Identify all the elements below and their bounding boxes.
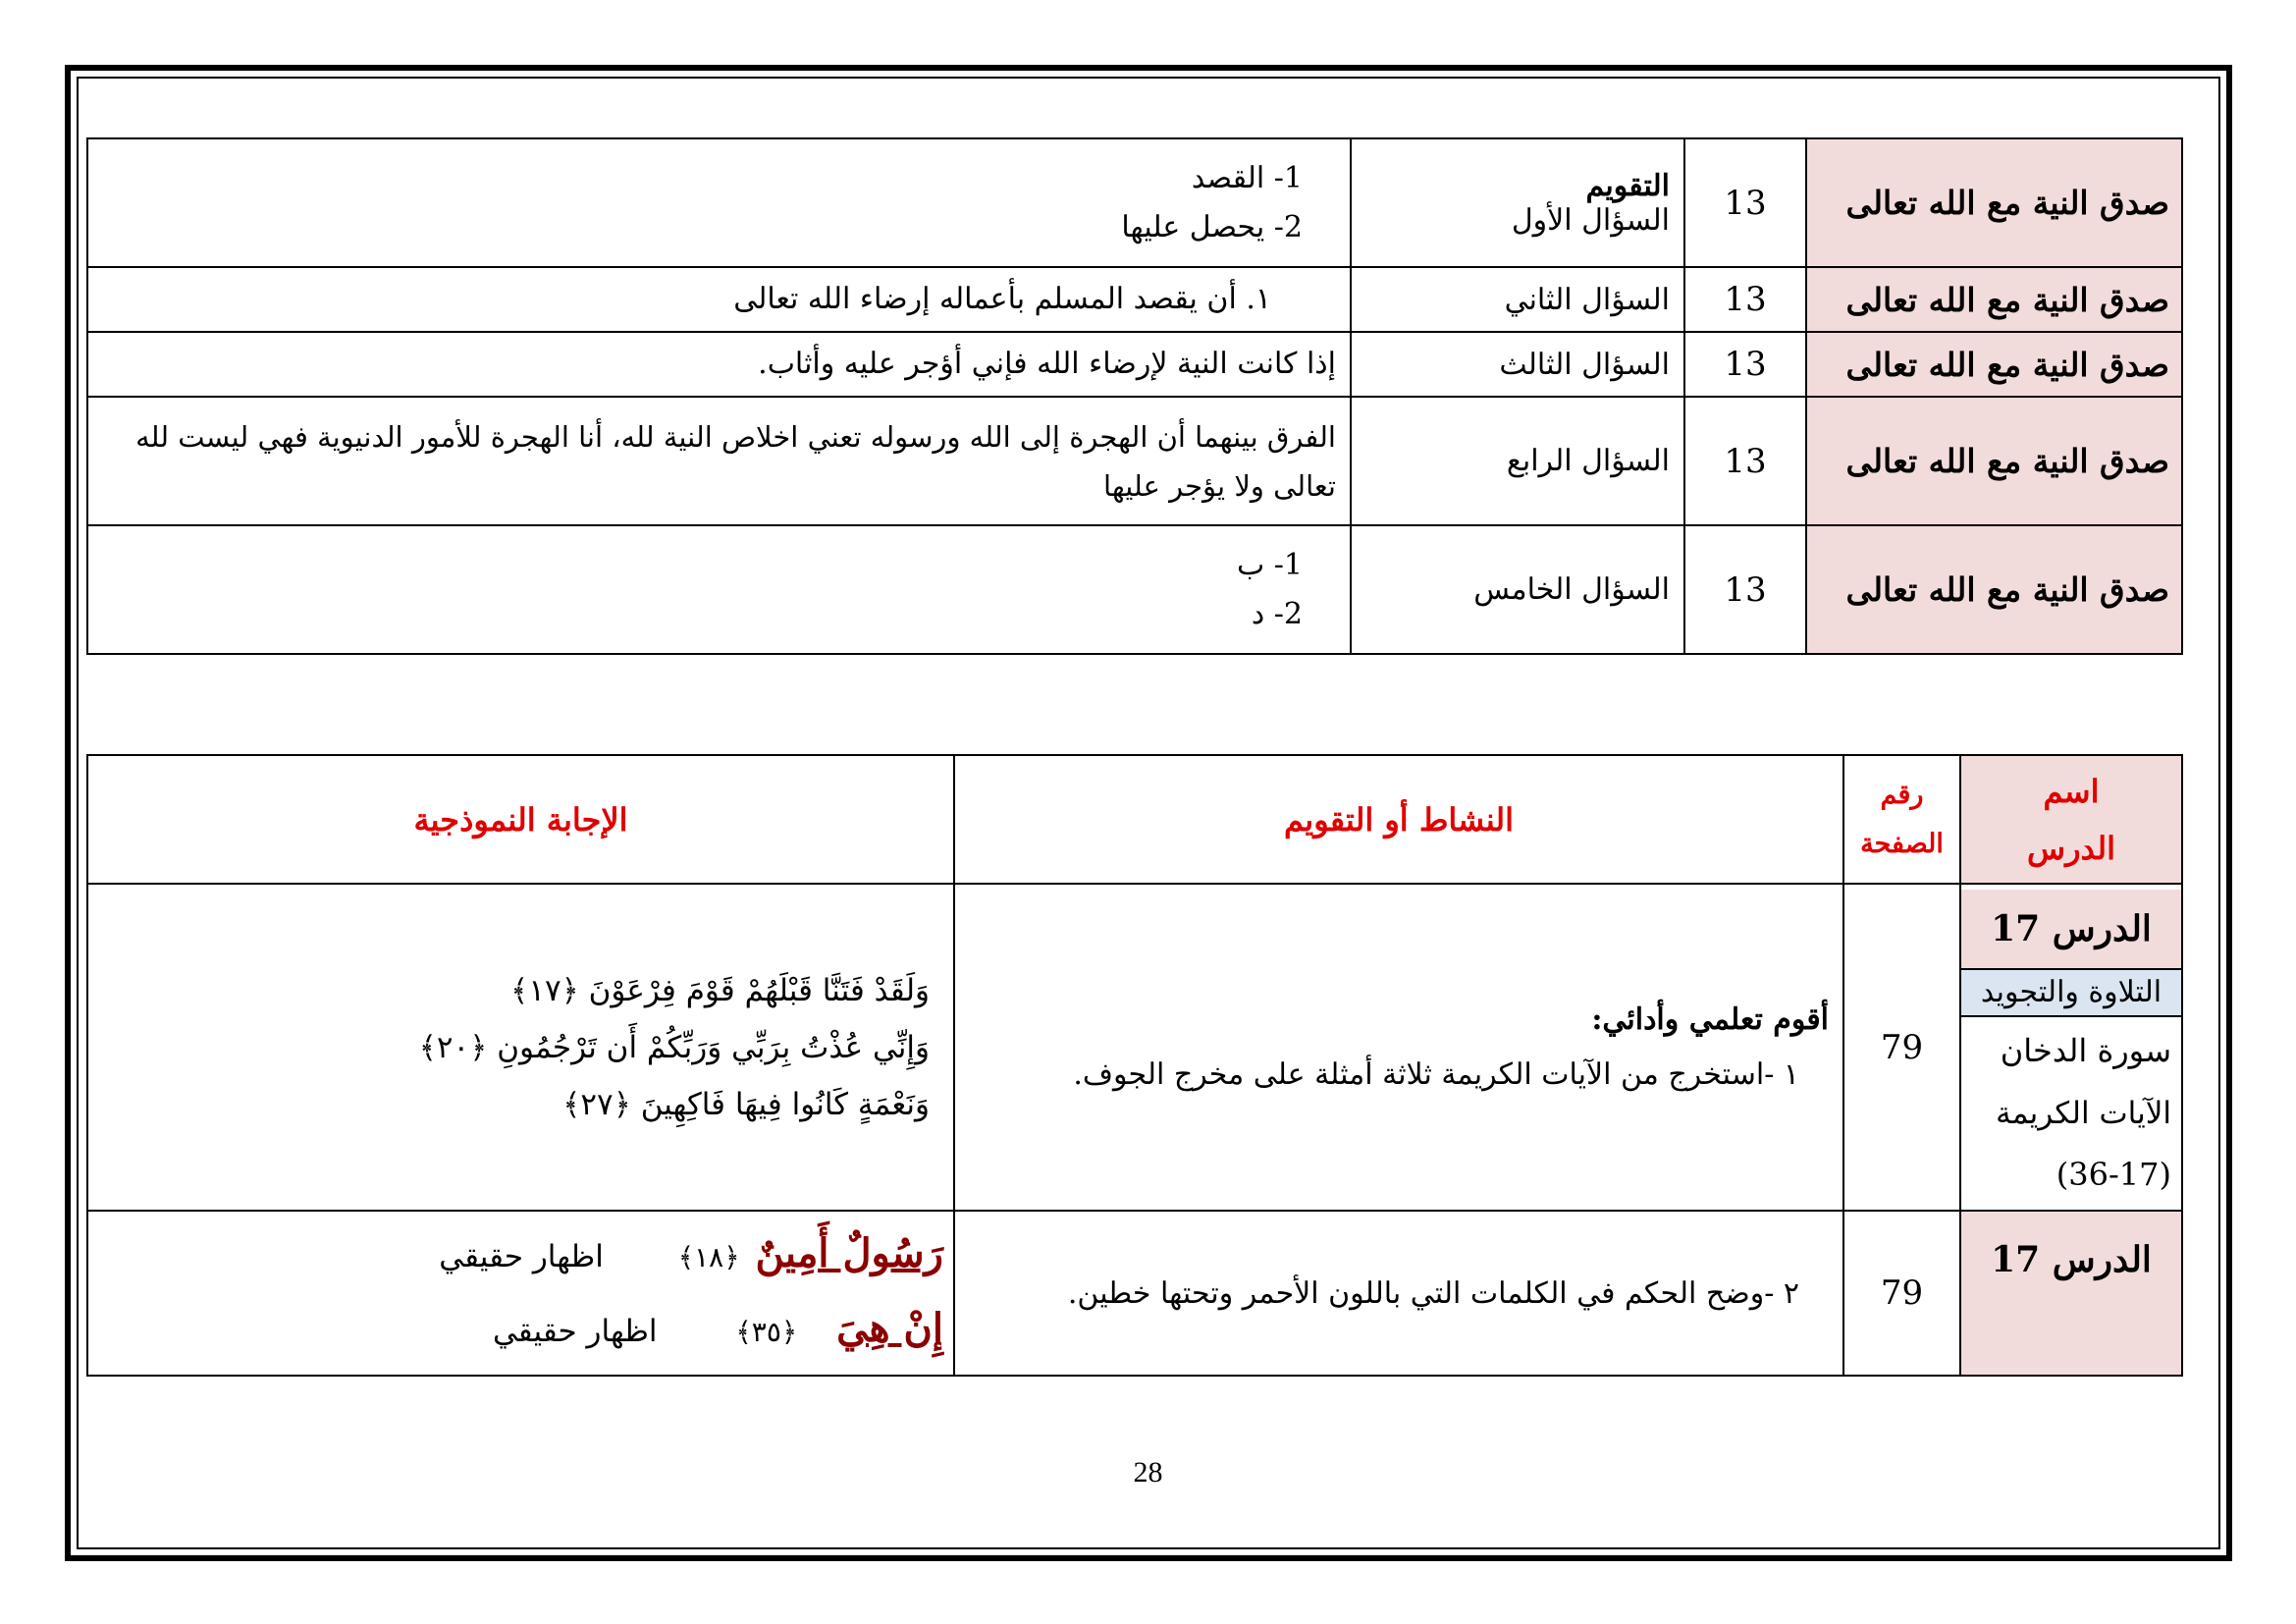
answer-line: ١. أن يقصد المسلم بأعماله إرضاء الله تعالى	[733, 282, 1271, 316]
page-number-cell: 79	[1843, 884, 1960, 1211]
verse-line: وَإِنِّي عُذْتُ بِرَبِّي وَرَبِّكُمْ أَن تَرْجُمُونِ ﴿٢٠﴾	[418, 1029, 930, 1065]
lesson-info-cell	[1960, 884, 2182, 1211]
highlighted-word: رَسُولٌ أَمِينٌ	[755, 1230, 943, 1276]
lesson-name-cell: صدق النية مع الله تعالى	[1806, 397, 2182, 525]
page-number-cell: 13	[1684, 525, 1806, 654]
answer-line: تعالى ولا يؤجر عليها	[1103, 468, 1336, 503]
question-label: السؤال الأول	[1511, 202, 1670, 238]
page-number: 28	[1133, 1456, 1163, 1489]
table-row	[87, 525, 2182, 654]
model-answer-cell	[87, 884, 954, 1211]
lesson-name-cell: صدق النية مع الله تعالى	[1806, 525, 2182, 654]
answer-line: إذا كانت النية لإرضاء الله فإني أؤجر عليه وأثاب.	[758, 347, 1336, 381]
answer-cell	[87, 525, 1351, 654]
verse-line: وَلَقَدْ فَتَنَّا قَبْلَهُمْ قَوْمَ فِرْعَوْنَ ﴿١٧﴾	[510, 972, 930, 1008]
lesson-title: الدرس 17	[1961, 890, 2181, 968]
verses-label: الآيات الكريمة	[1996, 1095, 2171, 1131]
answer-cell	[87, 267, 1351, 332]
activity-cell: ٢ -وضح الحكم في الكلمات التي باللون الأحمر وتحتها خطين.	[954, 1211, 1843, 1376]
answer-cell	[87, 138, 1351, 267]
header-activity: النشاط أو التقويم	[954, 755, 1843, 884]
model-answer-cell	[87, 1211, 954, 1376]
answers-table-2	[86, 754, 2183, 1377]
answer-line: الفرق بينهما أن الهجرة إلى الله ورسوله تعني اخلاص النية لله، أنا الهجرة للأمور الدنيوية فهي ليست لله	[135, 419, 1336, 454]
activity-heading: أقوم تعلمي وأدائي:	[1591, 1001, 1829, 1037]
question-cell	[1351, 138, 1684, 267]
page-number-cell: 13	[1684, 267, 1806, 332]
lesson-name-cell: صدق النية مع الله تعالى	[1806, 332, 2182, 397]
answer-line: 1- ب	[1236, 547, 1303, 582]
question-cell: السؤال الثالث	[1351, 332, 1684, 397]
verse-line: وَنَعْمَةٍ كَانُوا فِيهَا فَاكِهِينَ ﴿٢٧﴾	[562, 1086, 930, 1122]
lesson-name-cell: صدق النية مع الله تعالى	[1806, 267, 2182, 332]
page-number-cell: 13	[1684, 138, 1806, 267]
table-header-row	[87, 755, 2182, 884]
table-row	[87, 397, 2182, 525]
verse-number: ﴿١٨﴾	[677, 1241, 740, 1273]
answer-line: 2- د	[1251, 596, 1303, 631]
activity-text: ١ -استخرج من الآيات الكريمة ثلاثة أمثلة على مخرج الجوف.	[1073, 1056, 1799, 1092]
verse-number: ﴿٣٥﴾	[735, 1316, 798, 1348]
header-lesson-name: اسم الدرس	[1960, 755, 2182, 884]
table-row	[87, 884, 2182, 1211]
lesson-subtitle: التلاوة والتجويد	[1961, 968, 2181, 1017]
header-model-answer: الإجابة النموذجية	[87, 755, 954, 884]
verses-range: (36-17)	[2056, 1155, 2171, 1193]
table-row	[87, 1211, 2182, 1376]
page-number-cell: 13	[1684, 332, 1806, 397]
tajweed-rule: اظهار حقيقي	[439, 1239, 604, 1274]
lesson-name-cell: صدق النية مع الله تعالى	[1806, 138, 2182, 267]
answer-line	[102, 1218, 943, 1293]
answer-line	[102, 1293, 943, 1368]
answer-cell	[87, 397, 1351, 525]
page-number-cell: 13	[1684, 397, 1806, 525]
question-cell: السؤال الخامس	[1351, 525, 1684, 654]
table-row	[87, 332, 2182, 397]
highlighted-word: إِنْ هِيَ	[836, 1305, 943, 1351]
activity-cell	[954, 884, 1843, 1211]
page-number-cell: 79	[1843, 1211, 1960, 1376]
answer-cell	[87, 332, 1351, 397]
tajweed-rule: اظهار حقيقي	[492, 1314, 658, 1349]
lesson-title-cell: الدرس 17	[1960, 1211, 2182, 1376]
header-page-number: رقم الصفحة	[1843, 755, 1960, 884]
table-row	[87, 138, 2182, 267]
table-row	[87, 267, 2182, 332]
answers-table-1	[86, 137, 2183, 655]
surah-name: سورة الدخان	[2000, 1031, 2171, 1069]
answer-line: 2- يحصل عليها	[1121, 209, 1303, 244]
question-heading: التقويم	[1585, 168, 1670, 203]
question-cell: السؤال الثاني	[1351, 267, 1684, 332]
answer-line: 1- القصد	[1191, 160, 1303, 195]
question-cell: السؤال الرابع	[1351, 397, 1684, 525]
